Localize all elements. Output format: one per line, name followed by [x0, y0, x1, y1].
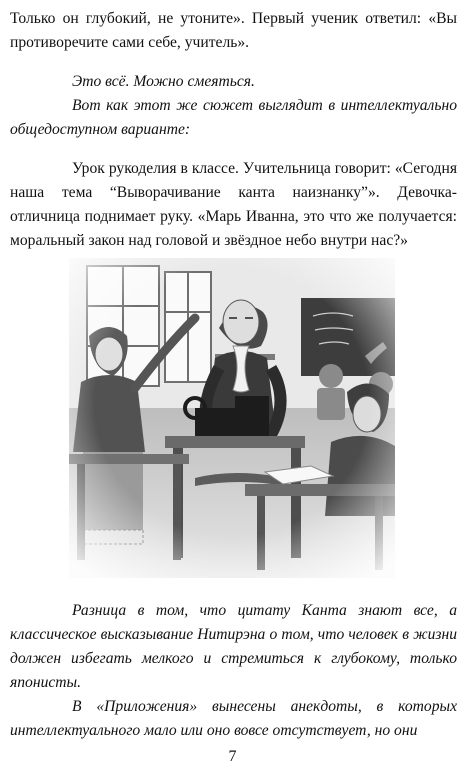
page-number: 7	[228, 748, 237, 765]
sewing-class-illustration	[69, 258, 395, 578]
paragraph-top: Только он глубокий, не утоните». Первый ученик ответил: «Вы противоречите сами себе, учитель».	[10, 10, 457, 51]
italic-line-1: Это всё. Можно смеяться.	[72, 73, 255, 90]
closing-paragraph-2: В «Приложения» вынесены анекдоты, в которых интеллектуального мало или оно вовсе отсутствует, но они	[10, 698, 457, 739]
joke-paragraph: Урок рукоделия в классе. Учительница говорит: «Сегодня наша тема “Выворачивание канта наизнанку”». Девочка-отличница поднимает руку. «Марь Иванна, это что же получается: моральный закон над головой и звёздное небо внутри нас?»	[10, 160, 457, 249]
italic-line-2: Вот как этот же сюжет выглядит в интеллектуально общедоступном варианте:	[10, 97, 457, 138]
closing-paragraph-1: Разница в том, что цитату Канта знают все, а классическое высказывание Нитирэна о том, что человек в жизни должен избегать мелкого и стремиться к глубокому, только японисты.	[10, 602, 457, 691]
